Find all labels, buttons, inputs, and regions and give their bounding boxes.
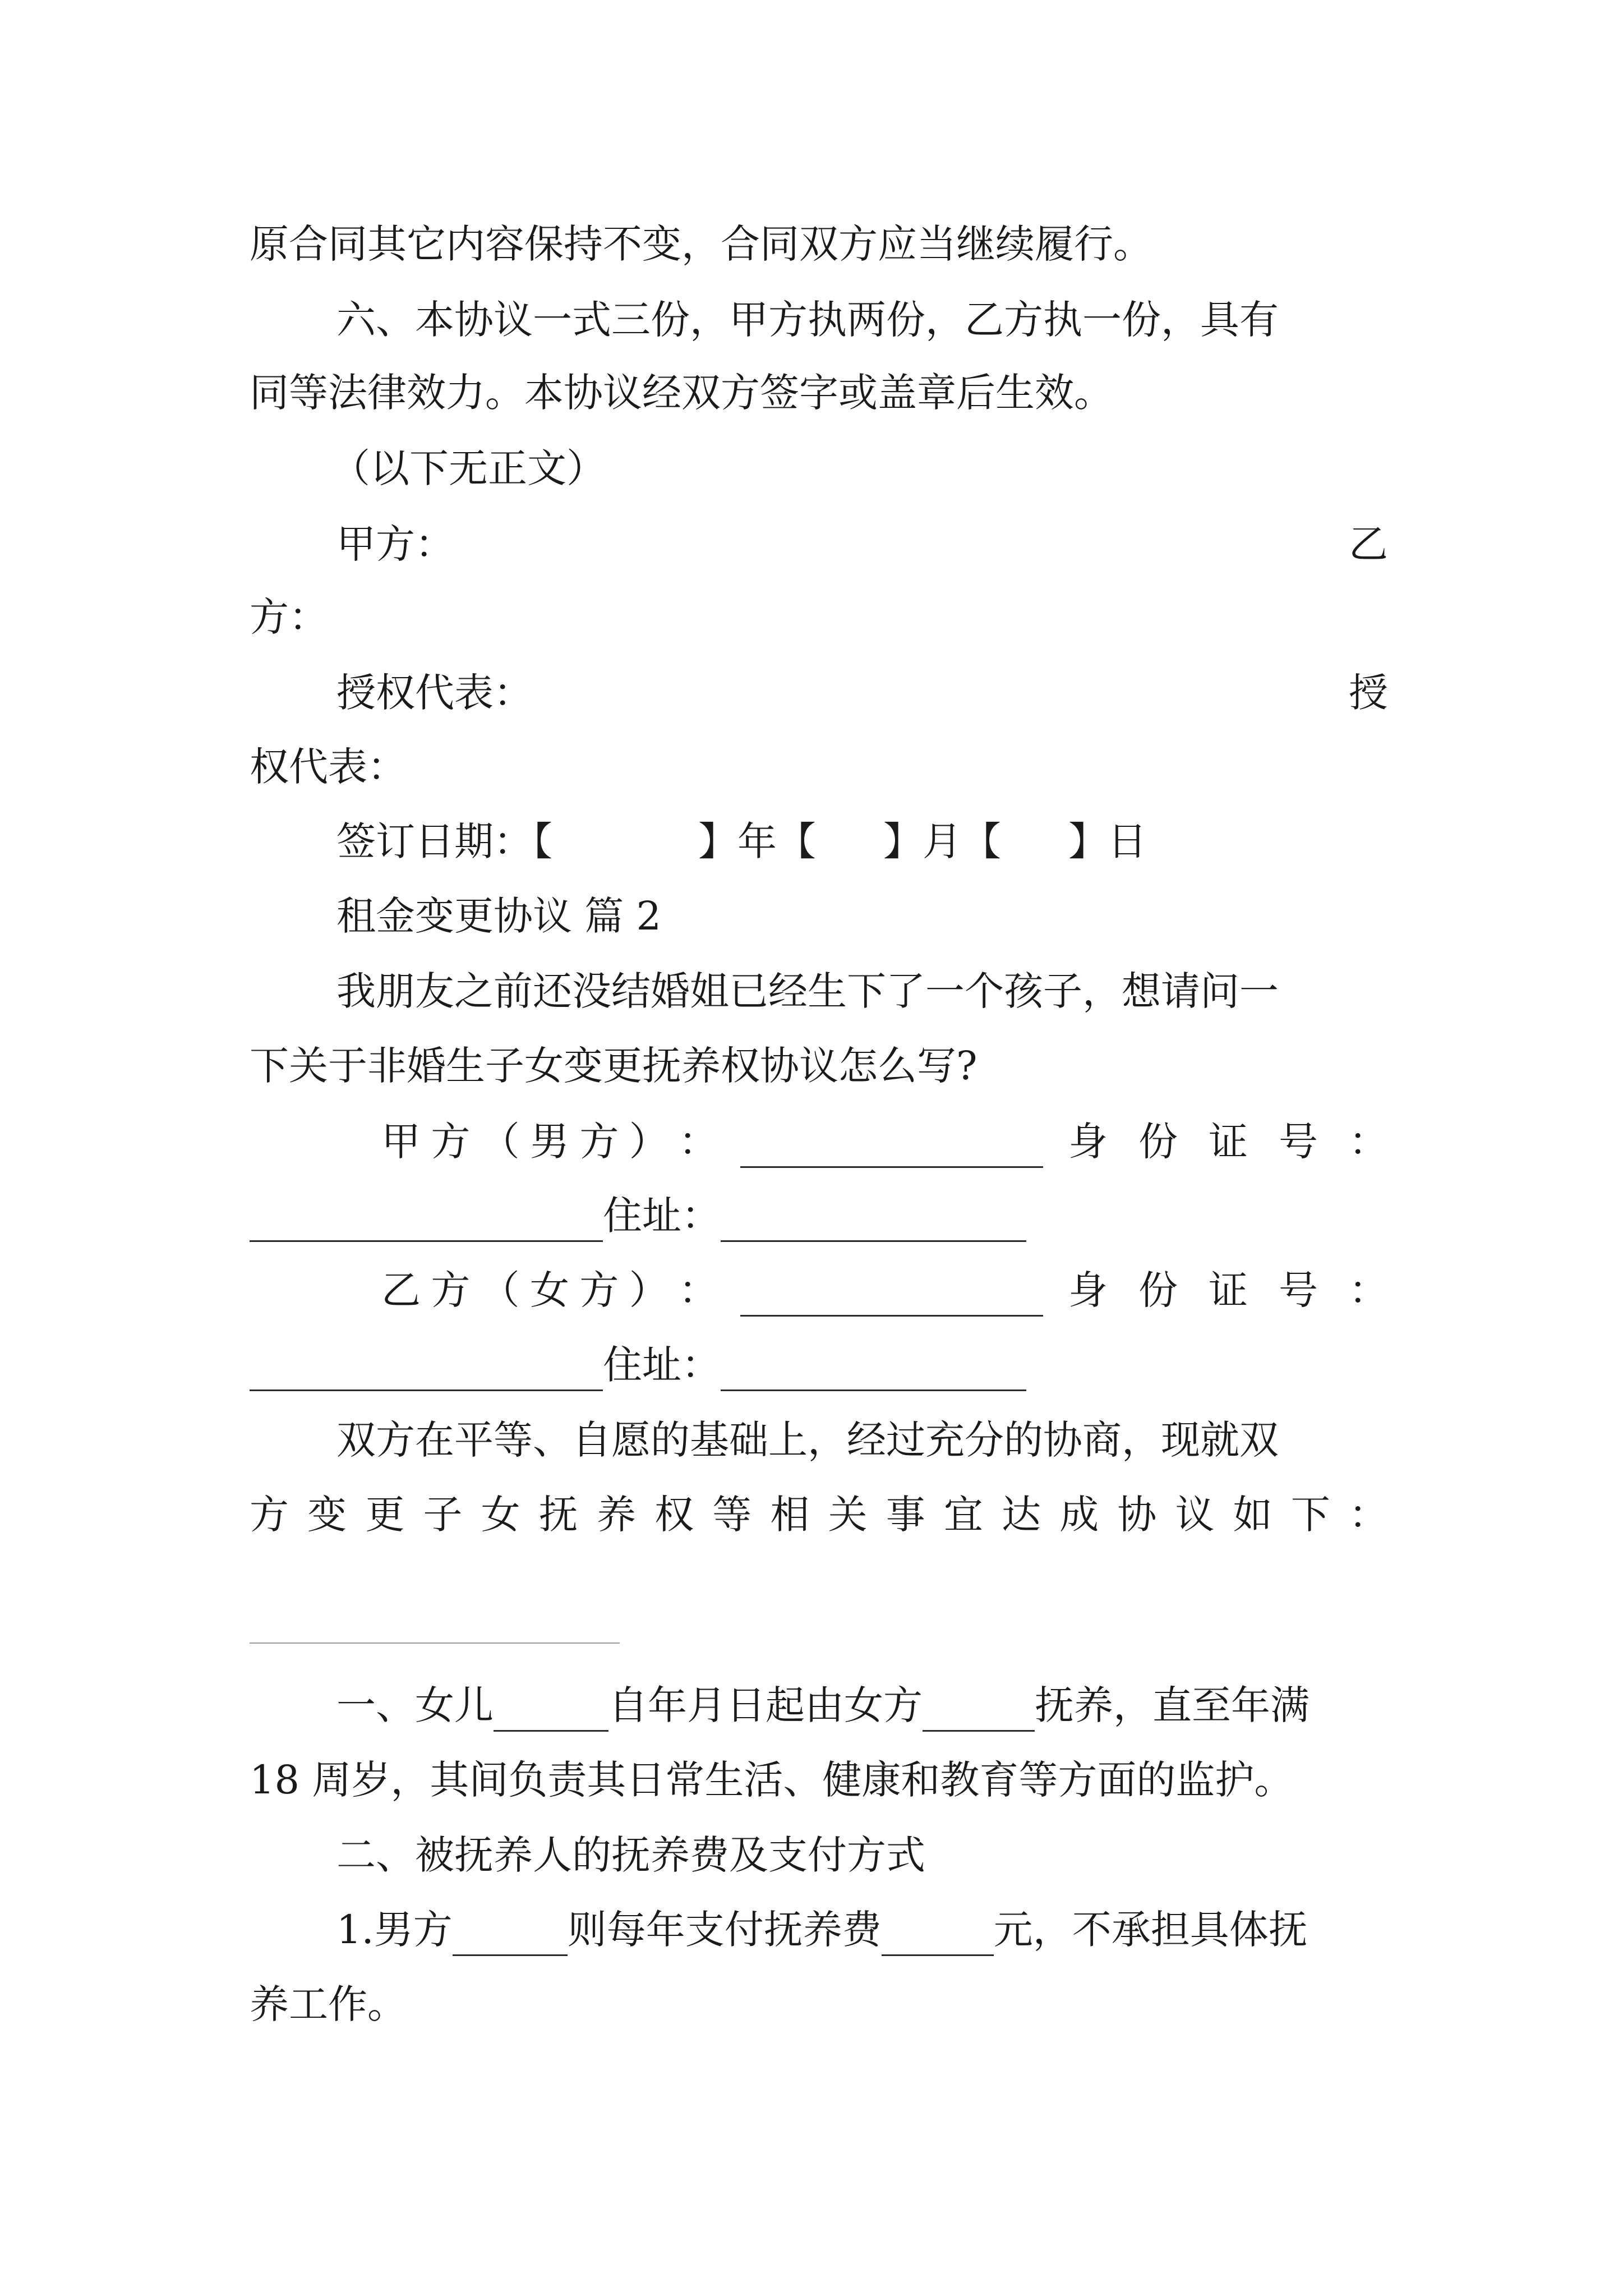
party-a-info-line (381, 1111, 1388, 1172)
address-label: 住址： (603, 1342, 721, 1388)
daughter-name-blank (494, 1691, 608, 1732)
text-line: 18 周岁，其间负责其日常生活、健康和教育等方面的监护。 (250, 1757, 1294, 1803)
text-line: 同等法律效力。本协议经双方签字或盖章后生效。 (250, 370, 1113, 416)
id-number-label: 身 份 证 号 ： (1068, 1267, 1388, 1313)
sign-date-label: 签订日期： (336, 818, 533, 864)
text-line: 权代表： (250, 744, 407, 790)
id-number-blank (250, 1201, 603, 1242)
text-line: 我朋友之前还没结婚姐已经生下了一个孩子，想请问一 (336, 968, 1279, 1014)
text-line: 六、本协议一式三份，甲方执两份，乙方执一份，具有 (336, 297, 1279, 343)
party-b-info-line (381, 1259, 1388, 1321)
party-b-female-label: 乙 方 （ 女 方 ） ： (381, 1267, 718, 1313)
text-line: 方： (250, 594, 328, 640)
party-b-address-line (250, 1334, 1388, 1396)
party-a-line (336, 513, 1388, 575)
party-a-label: 甲方： (336, 521, 454, 567)
address-blank (721, 1350, 1026, 1391)
id-number-label: 身 份 证 号 ： (1068, 1119, 1388, 1165)
mother-name-blank (923, 1691, 1035, 1732)
party-b-label-start: 乙 (1349, 521, 1388, 567)
address-blank (721, 1201, 1026, 1242)
id-number-blank (250, 1350, 603, 1391)
representative-line (336, 662, 1388, 724)
party-a-male-label: 甲 方 （ 男 方 ） ： (381, 1119, 718, 1165)
party-b-name-blank (740, 1276, 1043, 1317)
party-a-name-blank (740, 1127, 1043, 1168)
representative-b-label-start: 授 (1349, 670, 1388, 716)
address-label: 住址： (603, 1193, 721, 1239)
text-line: （以下无正文） (331, 445, 606, 491)
clause-one-line: 一、女儿 自年月日起由女方 抚养，直至年满 (336, 1674, 1388, 1736)
father-name-blank (453, 1915, 568, 1956)
party-a-address-line (250, 1185, 1388, 1246)
representative-a-label: 授权代表： (336, 670, 533, 716)
sign-date-line: 签订日期：【 】年【 】月【 】日 (336, 818, 1147, 864)
text-line: 养工作。 (250, 1981, 407, 2027)
text-line: 原合同其它内容保持不变，合同双方应当继续履行。 (250, 221, 1152, 267)
amount-blank (882, 1915, 994, 1956)
horizontal-rule (250, 1642, 620, 1644)
text-line: 双方在平等、自愿的基础上，经过充分的协商，现就双 (336, 1417, 1279, 1463)
clause-two-one-line: 1.男方 则每年支付抚养费 元，不承担具体抚 (336, 1899, 1388, 1961)
section-heading: 租金变更协议 篇 2 (336, 893, 662, 939)
spread-text-line: 方 变 更 子 女 抚 养 权 等 相 关 事 宜 达 成 协 议 如 下 ： (250, 1492, 1388, 1538)
clause-heading: 二、被抚养人的抚养费及支付方式 (336, 1832, 925, 1878)
text-line: 下关于非婚生子女变更抚养权协议怎么写? (250, 1043, 978, 1089)
